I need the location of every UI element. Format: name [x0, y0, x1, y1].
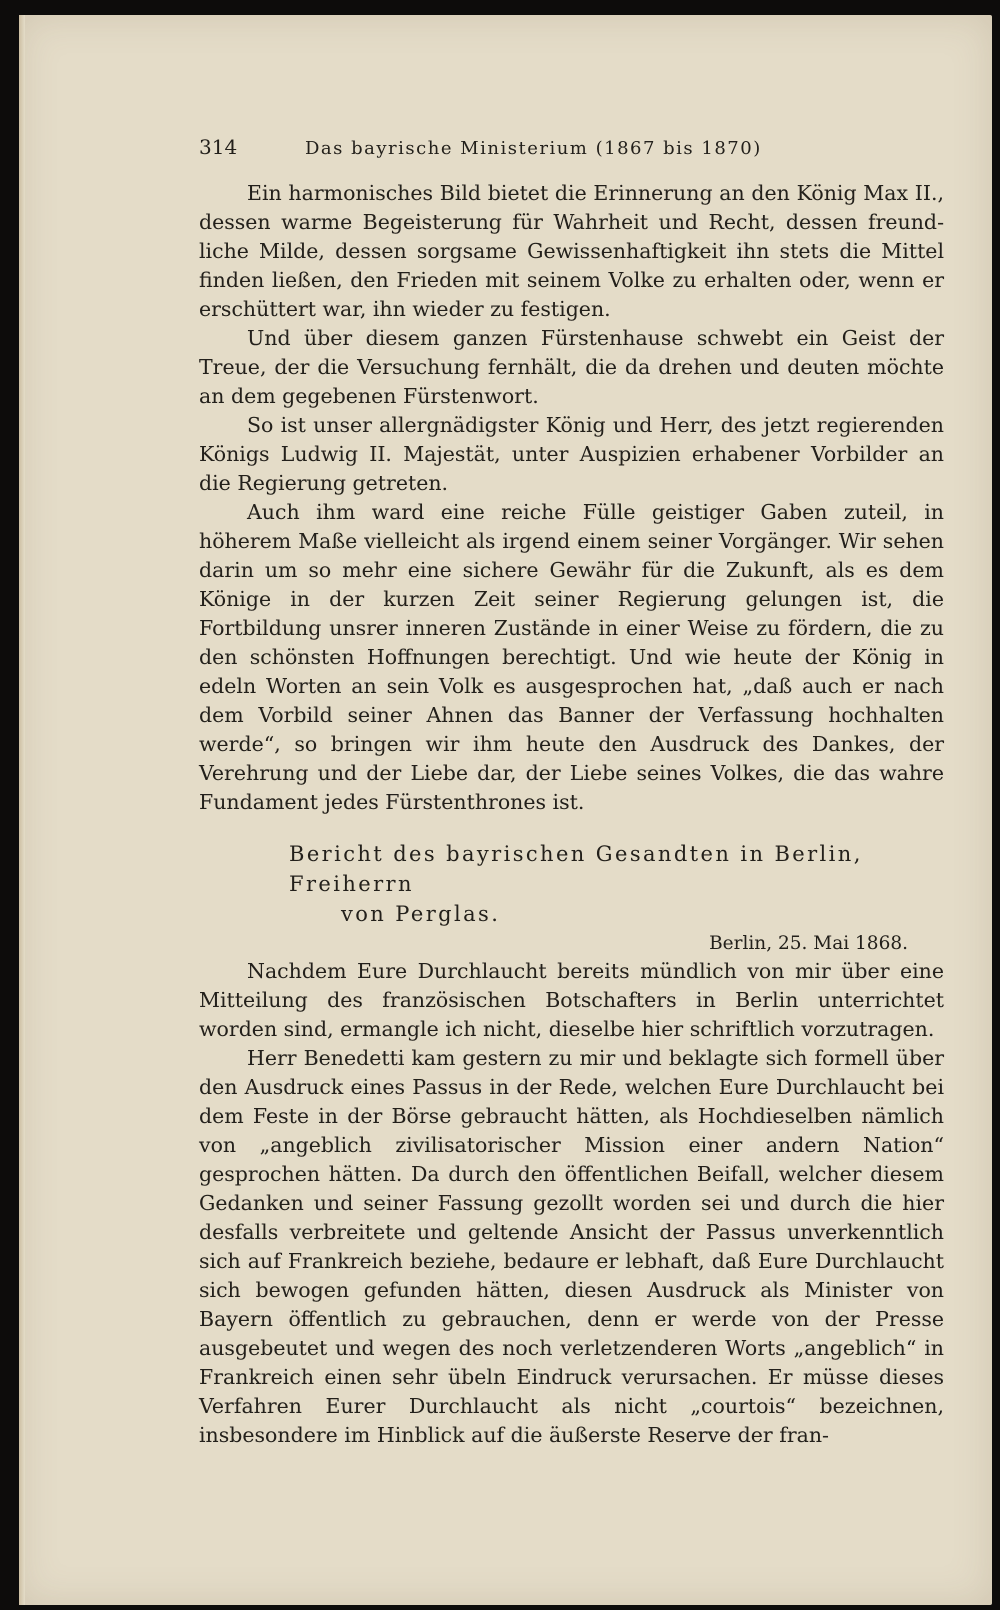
section-heading-line-1: Bericht des bayrischen Gesandten in Berlin, Freiherrn: [289, 842, 863, 896]
section-heading-line-2: von Perglas.: [341, 902, 501, 926]
paragraph: Nachdem Eure Durchlaucht bereits mündlich von mir über eine Mitteilung des französischen Botschafters in Berlin unterrichtet worden sind, ermangle ich nicht, dieselbe hier schriftlich vorzutragen.: [199, 959, 944, 1041]
paragraph: So ist unser allergnädigster König und Herr, des jetzt regierenden Königs Ludwig II. Majestät, unter Auspizien erhabener Vorbilder an die Regierung getreten.: [199, 413, 944, 495]
section-heading: [199, 839, 944, 929]
running-title: Das bayrische Ministerium (1867 bis 1870): [305, 138, 762, 159]
dateline: Berlin, 25. Mai 1868.: [709, 933, 908, 954]
running-header: [199, 135, 944, 179]
page-text-block: [199, 135, 944, 1450]
paragraph: Auch ihm ward eine reiche Fülle geistiger Gaben zuteil, in höherem Maße vielleicht als irgend einem seiner Vorgänger. Wir sehen darin um so mehr eine sichere Gewähr für die Zukunft, als es dem Könige in der kurzen Zeit seiner Regierung gelungen ist, die Fortbildung unsrer inneren Zustände in einer Weise zu fördern, die zu den schönsten Hoffnungen berechtigt. Und wie heute der König in edeln Worten an sein Volk es ausgesprochen hat, „daß auch er nach dem Vorbild seiner Ahnen das Banner der Verfassung hochhalten werde“, so bringen wir ihm heute den Ausdruck des Dankes, der Verehrung und der Liebe dar, der Liebe seines Volkes, die das wahre Fundament jedes Fürstenthrones ist.: [199, 500, 944, 814]
book-page: [19, 15, 992, 1605]
paragraph: Ein harmonisches Bild bietet die Erinnerung an den König Max II., dessen warme Begeisterung für Wahrheit und Recht, dessen freundliche Milde, dessen sorgsame Gewissenhaftigkeit ihn stets die Mittel finden ließen, den Frieden mit seinem Volke zu erhalten oder, wenn er erschüttert war, ihn wieder zu festigen.: [199, 181, 944, 321]
page-number: 314: [199, 135, 238, 159]
paragraph: Und über diesem ganzen Fürstenhause schwebt ein Geist der Treue, der die Versuchung fernhält, die da drehen und deuten möchte an dem gegebenen Fürstenwort.: [199, 326, 944, 408]
paragraph: Herr Benedetti kam gestern zu mir und beklagte sich formell über den Ausdruck eines Passus in der Rede, welchen Eure Durchlaucht bei dem Feste in der Börse gebraucht hätten, als Hochdieselben nämlich von „angeblich zivilisatorischer Mission einer andern Nation“ gesprochen hätten. Da durch den öffentlichen Beifall, welcher diesem Gedanken und seiner Fassung gezollt worden sei und durch die hier desfalls verbreitete und geltende Ansicht der Passus unverkenntlich sich auf Frankreich beziehe, bedaure er lebhaft, daß Eure Durchlaucht sich bewogen gefunden hätten, diesen Ausdruck als Minister von Bayern öffentlich zu gebrauchen, denn er werde von der Presse ausgebeutet und wegen des noch verletzenderen Worts „angeblich“ in Frankreich einen sehr übeln Eindruck verursachen. Er müsse dieses Verfahren Eurer Durchlaucht als nicht „courtois“ bezeichnen, insbesondere im Hinblick auf die äußerste Reserve der fran-: [199, 1046, 944, 1447]
page-gutter-shadow: [19, 15, 25, 1605]
